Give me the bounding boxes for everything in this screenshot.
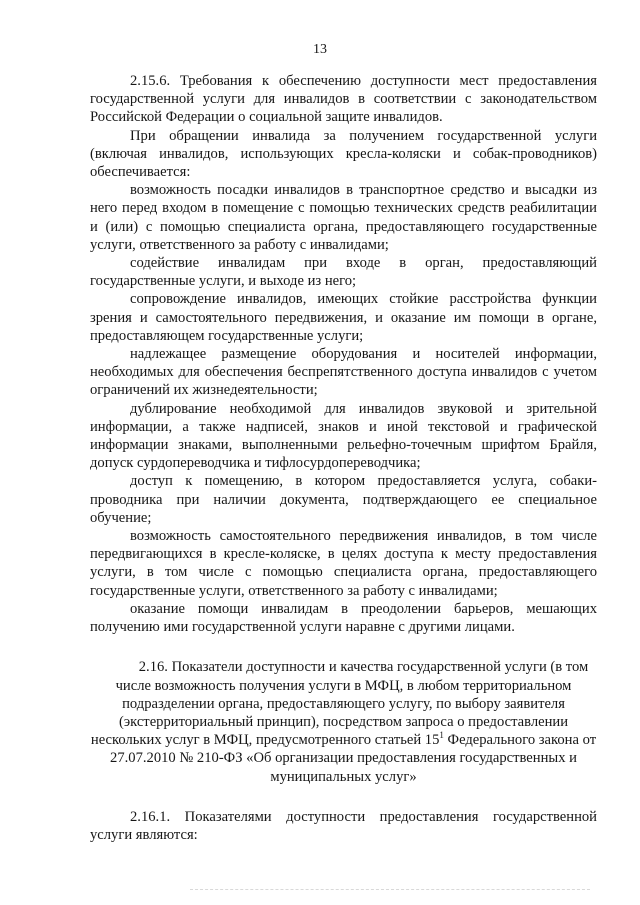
paragraph-2-15-6: 2.15.6. Требования к обеспечению доступности мест предоставления государственной услуги для инвалидов в соответствии с законодательством Российской Федерации о социальной защите инвалидов. [90, 73, 597, 126]
list-item: дублирование необходимой для инвалидов звуковой и зрительной информации, а также надписей, знаков и иной текстовой и графической информации знаками, выполненными рельефно-точечным шрифтом Брайля, допуск сурдопереводчика и тифлосурдопереводчика; [90, 400, 597, 472]
list-item: возможность самостоятельного передвижения инвалидов, в том числе передвигающихся в кресле-коляске, в целях доступа к месту предоставления услуги, в том числе с помощью специалиста органа, предоставляющего государственные услуги, ответственного за работу с инвалидами; [90, 528, 597, 599]
scan-artifact-line [190, 889, 590, 894]
section-heading-text-end: Федерального закона от 27.07.2010 № 210-ФЗ «Об организации предоставления государственных и муниципальных услуг» [110, 732, 597, 785]
list-item: доступ к помещению, в котором предоставляется услуга, собаки-проводника при наличии документа, подтверждающего ее специальное обучение; [90, 473, 597, 526]
list-item: содействие инвалидам при входе в орган, предоставляющий государственные услуги, и выходе из него; [90, 255, 597, 290]
paragraph-2-16-1: 2.16.1. Показателями доступности предоставления государственной услуги являются: [90, 808, 597, 843]
superscript: 1 [439, 730, 444, 741]
list-item: оказание помощи инвалидам в преодолении барьеров, мешающих получению ими государственной услуги наравне с другими лицами. [90, 600, 597, 636]
section-heading-text: 2.16. Показатели доступности и качества государственной услуги (в том числе возможность получения услуги в МФЦ, в любом территориальном подразделении органа, предоставляющего услугу, по выбору заявителя (экстерриториальный принцип), посредством запроса о предоставлении нескольких услуг в МФЦ, предусмотренного статьей 15 [90, 659, 589, 749]
list-item: возможность посадки инвалидов в транспортное средство и высадки из него перед входом в помещение с помощью технических средств реабилитации и (или) с помощью специалиста органа, предоставляющего государственные услуги, ответственного за работу с инвалидами; [90, 182, 597, 253]
list-item: сопровождение инвалидов, имеющих стойкие расстройства функции зрения и самостоятельного передвижения, и оказание им помощи в органе, предоставляющем государственные услуги; [90, 291, 597, 344]
page-number: 13 [313, 42, 327, 57]
section-heading-2-16 [90, 658, 597, 785]
list-item: надлежащее размещение оборудования и носителей информации, необходимых для обеспечения беспрепятственного доступа инвалидов с учетом ограничений их жизнедеятельности; [90, 346, 597, 399]
paragraph-intro: При обращении инвалида за получением государственной услуги (включая инвалидов, использующих кресла-коляски и собак-проводников) обеспечивается: [90, 127, 597, 181]
document-body [90, 72, 597, 844]
